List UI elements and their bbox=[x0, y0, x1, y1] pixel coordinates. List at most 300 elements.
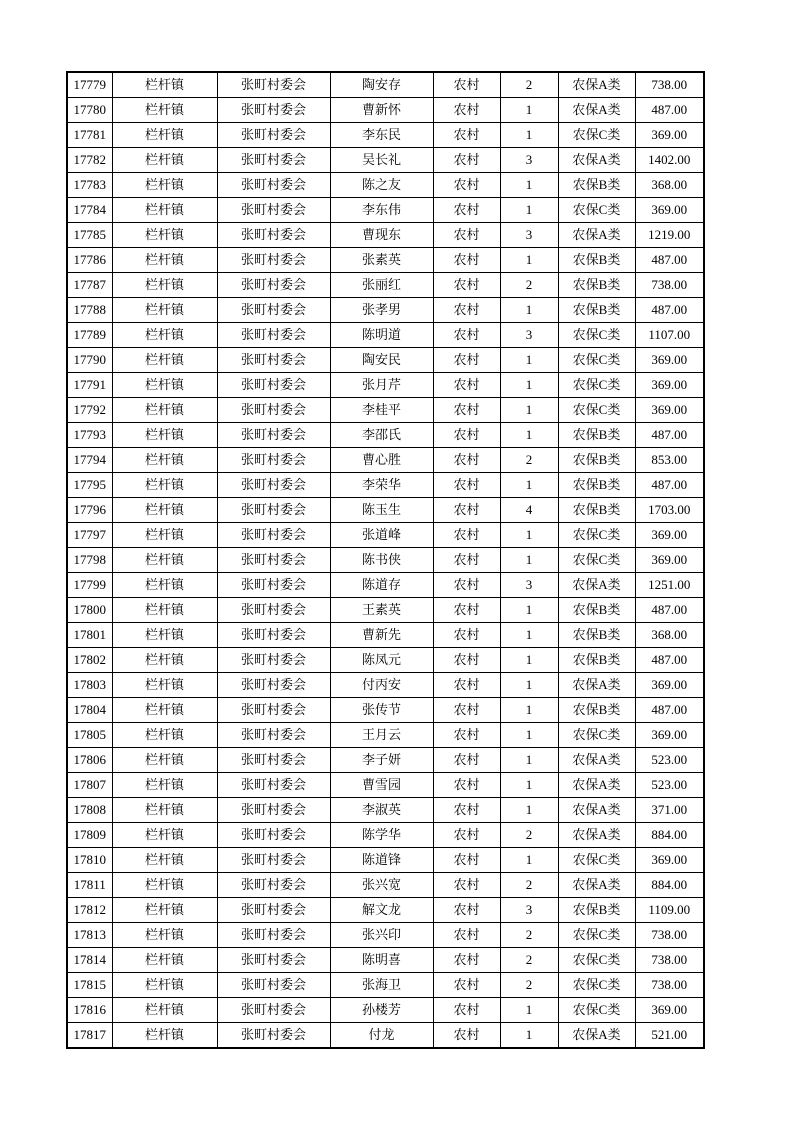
cell-amount: 738.00 bbox=[635, 948, 704, 973]
cell-amount: 487.00 bbox=[635, 473, 704, 498]
cell-residence_type: 农村 bbox=[433, 173, 500, 198]
cell-town: 栏杆镇 bbox=[112, 523, 217, 548]
cell-town: 栏杆镇 bbox=[112, 72, 217, 98]
table-row bbox=[67, 398, 704, 423]
cell-serial_no: 17793 bbox=[67, 423, 112, 448]
cell-insurance_category: 农保A类 bbox=[558, 148, 635, 173]
cell-person_count: 1 bbox=[500, 523, 558, 548]
cell-town: 栏杆镇 bbox=[112, 348, 217, 373]
cell-insurance_category: 农保B类 bbox=[558, 423, 635, 448]
cell-village_committee: 张町村委会 bbox=[217, 648, 330, 673]
cell-village_committee: 张町村委会 bbox=[217, 998, 330, 1023]
cell-serial_no: 17780 bbox=[67, 98, 112, 123]
cell-amount: 1107.00 bbox=[635, 323, 704, 348]
cell-person_count: 2 bbox=[500, 873, 558, 898]
table-row bbox=[67, 148, 704, 173]
table-row bbox=[67, 223, 704, 248]
cell-residence_type: 农村 bbox=[433, 72, 500, 98]
cell-town: 栏杆镇 bbox=[112, 98, 217, 123]
cell-amount: 487.00 bbox=[635, 98, 704, 123]
cell-village_committee: 张町村委会 bbox=[217, 798, 330, 823]
cell-insurance_category: 农保A类 bbox=[558, 673, 635, 698]
cell-town: 栏杆镇 bbox=[112, 498, 217, 523]
table-row bbox=[67, 823, 704, 848]
cell-insurance_category: 农保A类 bbox=[558, 748, 635, 773]
cell-serial_no: 17786 bbox=[67, 248, 112, 273]
cell-amount: 738.00 bbox=[635, 923, 704, 948]
cell-insurance_category: 农保C类 bbox=[558, 398, 635, 423]
cell-village_committee: 张町村委会 bbox=[217, 173, 330, 198]
cell-person_name: 李东民 bbox=[330, 123, 433, 148]
cell-town: 栏杆镇 bbox=[112, 998, 217, 1023]
cell-town: 栏杆镇 bbox=[112, 948, 217, 973]
cell-person_count: 1 bbox=[500, 248, 558, 273]
cell-person_count: 2 bbox=[500, 823, 558, 848]
cell-person_name: 张丽红 bbox=[330, 273, 433, 298]
table-row bbox=[67, 923, 704, 948]
cell-residence_type: 农村 bbox=[433, 148, 500, 173]
cell-insurance_category: 农保C类 bbox=[558, 848, 635, 873]
cell-village_committee: 张町村委会 bbox=[217, 923, 330, 948]
cell-residence_type: 农村 bbox=[433, 98, 500, 123]
cell-residence_type: 农村 bbox=[433, 223, 500, 248]
table-row bbox=[67, 123, 704, 148]
table-row bbox=[67, 773, 704, 798]
table-row bbox=[67, 198, 704, 223]
cell-residence_type: 农村 bbox=[433, 923, 500, 948]
cell-person_count: 1 bbox=[500, 473, 558, 498]
cell-insurance_category: 农保C类 bbox=[558, 348, 635, 373]
cell-village_committee: 张町村委会 bbox=[217, 148, 330, 173]
cell-insurance_category: 农保B类 bbox=[558, 473, 635, 498]
cell-residence_type: 农村 bbox=[433, 523, 500, 548]
cell-insurance_category: 农保B类 bbox=[558, 248, 635, 273]
cell-person_name: 陶安存 bbox=[330, 72, 433, 98]
cell-town: 栏杆镇 bbox=[112, 598, 217, 623]
table-sheet bbox=[66, 71, 705, 1049]
cell-village_committee: 张町村委会 bbox=[217, 898, 330, 923]
table-row bbox=[67, 748, 704, 773]
cell-residence_type: 农村 bbox=[433, 723, 500, 748]
cell-residence_type: 农村 bbox=[433, 623, 500, 648]
cell-person_count: 3 bbox=[500, 323, 558, 348]
cell-serial_no: 17805 bbox=[67, 723, 112, 748]
cell-residence_type: 农村 bbox=[433, 123, 500, 148]
cell-residence_type: 农村 bbox=[433, 448, 500, 473]
cell-serial_no: 17796 bbox=[67, 498, 112, 523]
cell-amount: 1109.00 bbox=[635, 898, 704, 923]
cell-person_name: 陈玉生 bbox=[330, 498, 433, 523]
cell-village_committee: 张町村委会 bbox=[217, 498, 330, 523]
table-row bbox=[67, 448, 704, 473]
cell-person_count: 2 bbox=[500, 923, 558, 948]
cell-village_committee: 张町村委会 bbox=[217, 698, 330, 723]
cell-residence_type: 农村 bbox=[433, 998, 500, 1023]
cell-village_committee: 张町村委会 bbox=[217, 873, 330, 898]
cell-insurance_category: 农保A类 bbox=[558, 823, 635, 848]
cell-serial_no: 17790 bbox=[67, 348, 112, 373]
cell-insurance_category: 农保B类 bbox=[558, 173, 635, 198]
cell-village_committee: 张町村委会 bbox=[217, 848, 330, 873]
cell-insurance_category: 农保A类 bbox=[558, 873, 635, 898]
cell-serial_no: 17804 bbox=[67, 698, 112, 723]
cell-residence_type: 农村 bbox=[433, 423, 500, 448]
cell-village_committee: 张町村委会 bbox=[217, 673, 330, 698]
cell-amount: 738.00 bbox=[635, 973, 704, 998]
cell-person_count: 2 bbox=[500, 273, 558, 298]
cell-village_committee: 张町村委会 bbox=[217, 548, 330, 573]
cell-serial_no: 17803 bbox=[67, 673, 112, 698]
cell-amount: 487.00 bbox=[635, 598, 704, 623]
cell-person_name: 张传节 bbox=[330, 698, 433, 723]
cell-person_count: 1 bbox=[500, 548, 558, 573]
cell-insurance_category: 农保C类 bbox=[558, 323, 635, 348]
cell-person_count: 1 bbox=[500, 623, 558, 648]
cell-town: 栏杆镇 bbox=[112, 848, 217, 873]
cell-person_name: 陈道存 bbox=[330, 573, 433, 598]
cell-amount: 487.00 bbox=[635, 698, 704, 723]
cell-village_committee: 张町村委会 bbox=[217, 98, 330, 123]
cell-residence_type: 农村 bbox=[433, 873, 500, 898]
cell-amount: 371.00 bbox=[635, 798, 704, 823]
cell-residence_type: 农村 bbox=[433, 973, 500, 998]
cell-amount: 884.00 bbox=[635, 873, 704, 898]
table-row bbox=[67, 298, 704, 323]
cell-person_name: 李荣华 bbox=[330, 473, 433, 498]
cell-insurance_category: 农保A类 bbox=[558, 72, 635, 98]
table-row bbox=[67, 573, 704, 598]
cell-village_committee: 张町村委会 bbox=[217, 523, 330, 548]
cell-residence_type: 农村 bbox=[433, 748, 500, 773]
cell-person_name: 张海卫 bbox=[330, 973, 433, 998]
table-row bbox=[67, 798, 704, 823]
cell-insurance_category: 农保B类 bbox=[558, 448, 635, 473]
cell-town: 栏杆镇 bbox=[112, 773, 217, 798]
cell-serial_no: 17816 bbox=[67, 998, 112, 1023]
cell-person_name: 张道峰 bbox=[330, 523, 433, 548]
cell-amount: 487.00 bbox=[635, 648, 704, 673]
cell-person_name: 曹心胜 bbox=[330, 448, 433, 473]
cell-town: 栏杆镇 bbox=[112, 923, 217, 948]
cell-person_count: 1 bbox=[500, 298, 558, 323]
table-row bbox=[67, 998, 704, 1023]
cell-amount: 1219.00 bbox=[635, 223, 704, 248]
cell-person_name: 王素英 bbox=[330, 598, 433, 623]
cell-amount: 369.00 bbox=[635, 348, 704, 373]
cell-amount: 369.00 bbox=[635, 523, 704, 548]
table-row bbox=[67, 648, 704, 673]
cell-person_name: 陈凤元 bbox=[330, 648, 433, 673]
cell-insurance_category: 农保A类 bbox=[558, 98, 635, 123]
cell-person_count: 3 bbox=[500, 223, 558, 248]
cell-person_count: 3 bbox=[500, 573, 558, 598]
cell-serial_no: 17797 bbox=[67, 523, 112, 548]
cell-residence_type: 农村 bbox=[433, 473, 500, 498]
cell-amount: 487.00 bbox=[635, 248, 704, 273]
cell-person_count: 3 bbox=[500, 898, 558, 923]
cell-serial_no: 17791 bbox=[67, 373, 112, 398]
cell-person_count: 1 bbox=[500, 723, 558, 748]
cell-village_committee: 张町村委会 bbox=[217, 473, 330, 498]
cell-town: 栏杆镇 bbox=[112, 373, 217, 398]
cell-town: 栏杆镇 bbox=[112, 298, 217, 323]
cell-serial_no: 17812 bbox=[67, 898, 112, 923]
cell-amount: 738.00 bbox=[635, 273, 704, 298]
cell-serial_no: 17785 bbox=[67, 223, 112, 248]
table-row bbox=[67, 873, 704, 898]
cell-village_committee: 张町村委会 bbox=[217, 123, 330, 148]
cell-town: 栏杆镇 bbox=[112, 823, 217, 848]
cell-serial_no: 17795 bbox=[67, 473, 112, 498]
cell-person_name: 陶安民 bbox=[330, 348, 433, 373]
table-row bbox=[67, 548, 704, 573]
cell-person_name: 李桂平 bbox=[330, 398, 433, 423]
cell-amount: 369.00 bbox=[635, 673, 704, 698]
cell-amount: 1402.00 bbox=[635, 148, 704, 173]
cell-amount: 487.00 bbox=[635, 298, 704, 323]
cell-person_name: 张素英 bbox=[330, 248, 433, 273]
cell-insurance_category: 农保A类 bbox=[558, 223, 635, 248]
cell-person_count: 1 bbox=[500, 648, 558, 673]
cell-insurance_category: 农保C类 bbox=[558, 723, 635, 748]
cell-person_count: 2 bbox=[500, 973, 558, 998]
cell-town: 栏杆镇 bbox=[112, 398, 217, 423]
cell-serial_no: 17809 bbox=[67, 823, 112, 848]
cell-town: 栏杆镇 bbox=[112, 573, 217, 598]
cell-person_name: 王月云 bbox=[330, 723, 433, 748]
cell-village_committee: 张町村委会 bbox=[217, 748, 330, 773]
cell-town: 栏杆镇 bbox=[112, 223, 217, 248]
cell-town: 栏杆镇 bbox=[112, 673, 217, 698]
table-row bbox=[67, 98, 704, 123]
cell-person_name: 孙楼芳 bbox=[330, 998, 433, 1023]
cell-town: 栏杆镇 bbox=[112, 748, 217, 773]
table-row bbox=[67, 523, 704, 548]
cell-town: 栏杆镇 bbox=[112, 323, 217, 348]
table-row bbox=[67, 948, 704, 973]
cell-serial_no: 17787 bbox=[67, 273, 112, 298]
cell-town: 栏杆镇 bbox=[112, 798, 217, 823]
cell-serial_no: 17807 bbox=[67, 773, 112, 798]
cell-amount: 521.00 bbox=[635, 1023, 704, 1049]
cell-town: 栏杆镇 bbox=[112, 248, 217, 273]
cell-serial_no: 17808 bbox=[67, 798, 112, 823]
cell-serial_no: 17779 bbox=[67, 72, 112, 98]
cell-residence_type: 农村 bbox=[433, 298, 500, 323]
cell-insurance_category: 农保C类 bbox=[558, 923, 635, 948]
cell-person_name: 吴长礼 bbox=[330, 148, 433, 173]
cell-serial_no: 17806 bbox=[67, 748, 112, 773]
cell-amount: 368.00 bbox=[635, 173, 704, 198]
cell-insurance_category: 农保C类 bbox=[558, 998, 635, 1023]
cell-person_name: 李东伟 bbox=[330, 198, 433, 223]
cell-village_committee: 张町村委会 bbox=[217, 373, 330, 398]
cell-person_count: 2 bbox=[500, 72, 558, 98]
cell-person_count: 4 bbox=[500, 498, 558, 523]
cell-residence_type: 农村 bbox=[433, 398, 500, 423]
cell-village_committee: 张町村委会 bbox=[217, 623, 330, 648]
cell-town: 栏杆镇 bbox=[112, 1023, 217, 1049]
cell-amount: 369.00 bbox=[635, 373, 704, 398]
cell-insurance_category: 农保B类 bbox=[558, 298, 635, 323]
cell-town: 栏杆镇 bbox=[112, 123, 217, 148]
cell-town: 栏杆镇 bbox=[112, 723, 217, 748]
cell-serial_no: 17810 bbox=[67, 848, 112, 873]
cell-serial_no: 17781 bbox=[67, 123, 112, 148]
cell-person_count: 1 bbox=[500, 798, 558, 823]
cell-amount: 369.00 bbox=[635, 398, 704, 423]
table-row bbox=[67, 498, 704, 523]
cell-amount: 369.00 bbox=[635, 848, 704, 873]
cell-person_name: 付龙 bbox=[330, 1023, 433, 1049]
table-row bbox=[67, 598, 704, 623]
cell-residence_type: 农村 bbox=[433, 673, 500, 698]
cell-serial_no: 17789 bbox=[67, 323, 112, 348]
table-row bbox=[67, 248, 704, 273]
cell-village_committee: 张町村委会 bbox=[217, 72, 330, 98]
cell-residence_type: 农村 bbox=[433, 898, 500, 923]
cell-person_count: 1 bbox=[500, 173, 558, 198]
cell-insurance_category: 农保B类 bbox=[558, 648, 635, 673]
cell-village_committee: 张町村委会 bbox=[217, 248, 330, 273]
cell-amount: 738.00 bbox=[635, 72, 704, 98]
cell-serial_no: 17792 bbox=[67, 398, 112, 423]
cell-serial_no: 17782 bbox=[67, 148, 112, 173]
cell-person_name: 张孝男 bbox=[330, 298, 433, 323]
cell-person_name: 曹新先 bbox=[330, 623, 433, 648]
cell-person_count: 2 bbox=[500, 948, 558, 973]
cell-serial_no: 17817 bbox=[67, 1023, 112, 1049]
cell-insurance_category: 农保B类 bbox=[558, 623, 635, 648]
cell-person_count: 1 bbox=[500, 848, 558, 873]
cell-village_committee: 张町村委会 bbox=[217, 448, 330, 473]
cell-insurance_category: 农保B类 bbox=[558, 698, 635, 723]
cell-town: 栏杆镇 bbox=[112, 898, 217, 923]
cell-serial_no: 17800 bbox=[67, 598, 112, 623]
cell-residence_type: 农村 bbox=[433, 273, 500, 298]
cell-person_count: 1 bbox=[500, 398, 558, 423]
table-body bbox=[67, 72, 704, 1048]
table-row bbox=[67, 898, 704, 923]
cell-person_count: 1 bbox=[500, 348, 558, 373]
cell-person_count: 1 bbox=[500, 423, 558, 448]
table-row bbox=[67, 698, 704, 723]
cell-serial_no: 17798 bbox=[67, 548, 112, 573]
cell-residence_type: 农村 bbox=[433, 348, 500, 373]
cell-village_committee: 张町村委会 bbox=[217, 273, 330, 298]
cell-amount: 369.00 bbox=[635, 123, 704, 148]
cell-insurance_category: 农保C类 bbox=[558, 548, 635, 573]
cell-residence_type: 农村 bbox=[433, 773, 500, 798]
cell-village_committee: 张町村委会 bbox=[217, 348, 330, 373]
cell-person_count: 1 bbox=[500, 748, 558, 773]
cell-amount: 523.00 bbox=[635, 748, 704, 773]
cell-insurance_category: 农保B类 bbox=[558, 598, 635, 623]
cell-insurance_category: 农保B类 bbox=[558, 273, 635, 298]
cell-town: 栏杆镇 bbox=[112, 273, 217, 298]
cell-village_committee: 张町村委会 bbox=[217, 823, 330, 848]
cell-insurance_category: 农保C类 bbox=[558, 948, 635, 973]
cell-amount: 1251.00 bbox=[635, 573, 704, 598]
cell-person_count: 1 bbox=[500, 1023, 558, 1049]
cell-town: 栏杆镇 bbox=[112, 973, 217, 998]
table-row bbox=[67, 973, 704, 998]
table-row bbox=[67, 1023, 704, 1049]
cell-residence_type: 农村 bbox=[433, 823, 500, 848]
cell-insurance_category: 农保A类 bbox=[558, 1023, 635, 1049]
cell-village_committee: 张町村委会 bbox=[217, 298, 330, 323]
table-row bbox=[67, 72, 704, 98]
cell-amount: 369.00 bbox=[635, 198, 704, 223]
table-row bbox=[67, 473, 704, 498]
table-row bbox=[67, 273, 704, 298]
cell-person_name: 李淑英 bbox=[330, 798, 433, 823]
cell-village_committee: 张町村委会 bbox=[217, 598, 330, 623]
cell-amount: 369.00 bbox=[635, 723, 704, 748]
cell-town: 栏杆镇 bbox=[112, 198, 217, 223]
cell-amount: 523.00 bbox=[635, 773, 704, 798]
table-row bbox=[67, 848, 704, 873]
cell-person_count: 1 bbox=[500, 123, 558, 148]
cell-residence_type: 农村 bbox=[433, 248, 500, 273]
cell-serial_no: 17799 bbox=[67, 573, 112, 598]
cell-insurance_category: 农保A类 bbox=[558, 773, 635, 798]
cell-serial_no: 17814 bbox=[67, 948, 112, 973]
cell-village_committee: 张町村委会 bbox=[217, 948, 330, 973]
cell-residence_type: 农村 bbox=[433, 798, 500, 823]
cell-serial_no: 17783 bbox=[67, 173, 112, 198]
cell-insurance_category: 农保C类 bbox=[558, 373, 635, 398]
cell-village_committee: 张町村委会 bbox=[217, 723, 330, 748]
cell-serial_no: 17784 bbox=[67, 198, 112, 223]
cell-village_committee: 张町村委会 bbox=[217, 223, 330, 248]
cell-person_name: 陈明喜 bbox=[330, 948, 433, 973]
cell-residence_type: 农村 bbox=[433, 548, 500, 573]
cell-amount: 1703.00 bbox=[635, 498, 704, 523]
cell-person_count: 1 bbox=[500, 998, 558, 1023]
table-row bbox=[67, 323, 704, 348]
cell-person_name: 曹雪园 bbox=[330, 773, 433, 798]
cell-person_count: 1 bbox=[500, 98, 558, 123]
cell-person_count: 1 bbox=[500, 598, 558, 623]
cell-person_name: 曹新怀 bbox=[330, 98, 433, 123]
cell-person_count: 1 bbox=[500, 673, 558, 698]
cell-insurance_category: 农保C类 bbox=[558, 973, 635, 998]
cell-person_name: 解文龙 bbox=[330, 898, 433, 923]
cell-residence_type: 农村 bbox=[433, 498, 500, 523]
cell-town: 栏杆镇 bbox=[112, 648, 217, 673]
cell-person_count: 1 bbox=[500, 198, 558, 223]
cell-insurance_category: 农保A类 bbox=[558, 798, 635, 823]
cell-village_committee: 张町村委会 bbox=[217, 398, 330, 423]
cell-residence_type: 农村 bbox=[433, 648, 500, 673]
cell-person_count: 1 bbox=[500, 373, 558, 398]
cell-insurance_category: 农保A类 bbox=[558, 573, 635, 598]
cell-insurance_category: 农保B类 bbox=[558, 498, 635, 523]
cell-town: 栏杆镇 bbox=[112, 548, 217, 573]
cell-person_name: 陈书侠 bbox=[330, 548, 433, 573]
cell-residence_type: 农村 bbox=[433, 598, 500, 623]
cell-insurance_category: 农保B类 bbox=[558, 898, 635, 923]
cell-person_name: 曹现东 bbox=[330, 223, 433, 248]
cell-person_name: 张月芹 bbox=[330, 373, 433, 398]
cell-town: 栏杆镇 bbox=[112, 473, 217, 498]
cell-village_committee: 张町村委会 bbox=[217, 323, 330, 348]
table-row bbox=[67, 373, 704, 398]
table-row bbox=[67, 173, 704, 198]
cell-residence_type: 农村 bbox=[433, 323, 500, 348]
cell-amount: 368.00 bbox=[635, 623, 704, 648]
